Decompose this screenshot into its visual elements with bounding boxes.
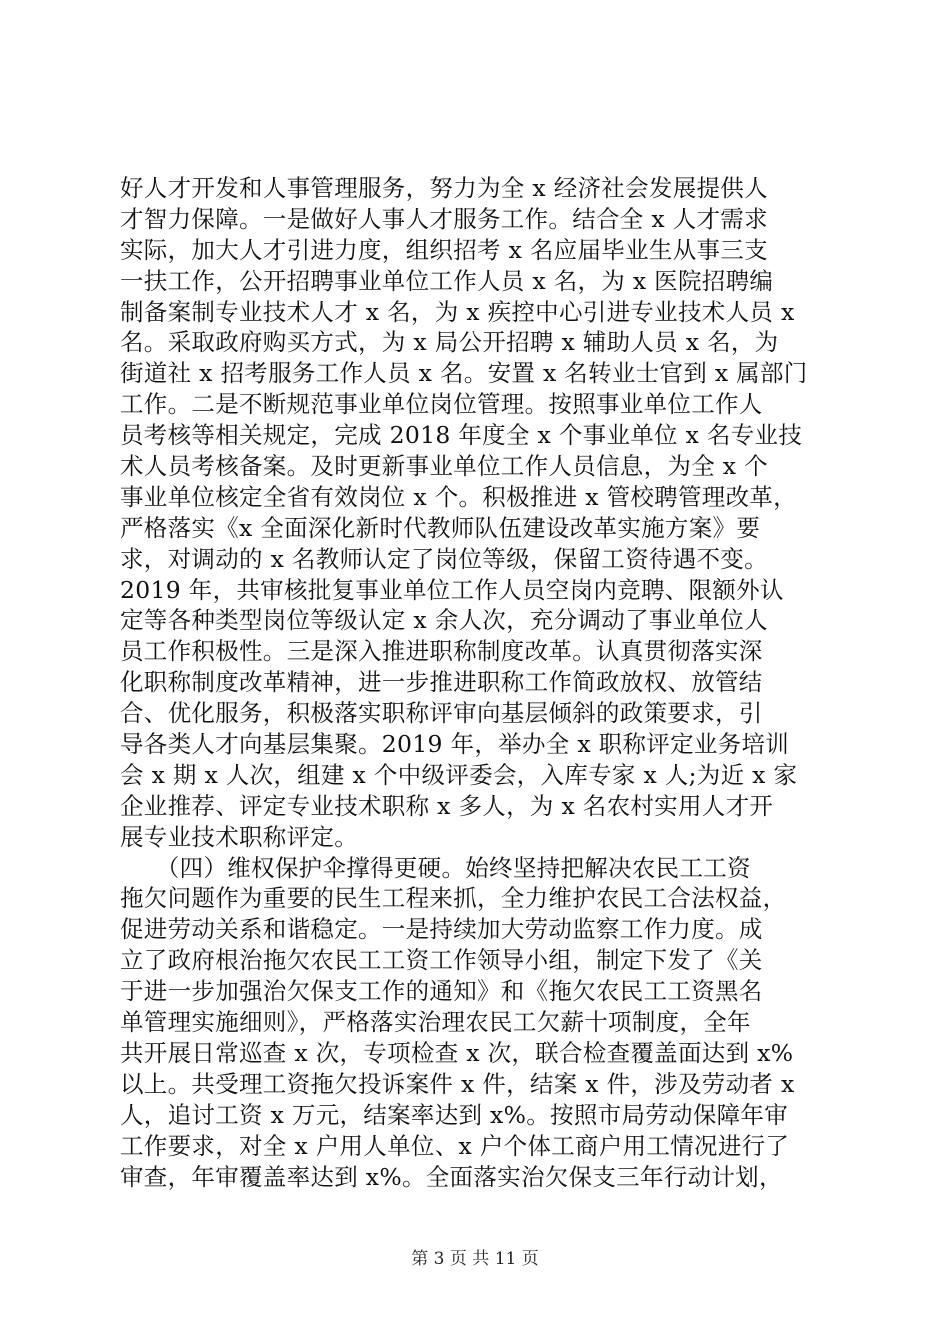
paragraph-start-line: （四）维权保护伞撑得更硬。始终坚持把解决农民工工资 — [120, 853, 751, 882]
text-line: 才智力保障。一是做好人事人才服务工作。结合全 x 人才需求 — [120, 204, 768, 233]
text-line: 制备案制专业技术人才 x 名，为 x 疾控中心引进专业技术人员 x — [120, 297, 795, 326]
text-line: 2019 年，共审核批复事业单位工作人员空岗内竞聘、限额外认 — [120, 575, 784, 604]
text-line: 化职称制度改革精神，进一步推进职称工作简政放权、放管结 — [120, 668, 763, 697]
text-line: 严格落实《x 全面深化新时代教师队伍建设改革实施方案》要 — [120, 513, 761, 542]
text-line: 立了政府根治拖欠农民工工资工作领导小组，制定下发了《关 — [120, 946, 763, 975]
text-line: 拖欠问题作为重要的民生工程来抓，全力维护农民工合法权益， — [120, 884, 787, 913]
text-line: 工作。二是不断规范事业单位岗位管理。按照事业单位工作人 — [120, 390, 763, 419]
text-line: 人，追讨工资 x 万元，结案率达到 x%。按照市局劳动保障年审 — [120, 1100, 789, 1129]
text-line: 审查，年审覆盖率达到 x%。全面落实治欠保支三年行动计划， — [120, 1162, 783, 1191]
text-line: 员考核等相关规定，完成 2018 年度全 x 个事业单位 x 名专业技 — [120, 421, 803, 450]
text-line: 导各类人才向基层集聚。2019 年，举办全 x 职称评定业务培训 — [120, 730, 790, 759]
text-line: 展专业技术职称评定。 — [120, 822, 358, 851]
text-line: 定等各种类型岗位等级认定 x 余人次，充分调动了事业单位人 — [120, 606, 768, 635]
text-line: 工作要求，对全 x 户用人单位、x 户个体工商户用工情况进行了 — [120, 1131, 790, 1160]
text-line: 于进一步加强治欠保支工作的通知》和《拖欠农民工工资黑名 — [120, 977, 763, 1006]
text-line: 术人员考核备案。及时更新事业单位工作人员信息，为全 x 个 — [120, 452, 768, 481]
text-line: 员工作积极性。三是深入推进职称制度改革。认真贯彻落实深 — [120, 637, 763, 666]
text-line: 一扶工作，公开招聘事业单位工作人员 x 名，为 x 医院招聘编 — [120, 266, 774, 295]
text-line: 单管理实施细则》，严格落实治理农民工欠薪十项制度，全年 — [120, 1008, 751, 1037]
text-line: 合、优化服务，积极落实职称评审向基层倾斜的政策要求，引 — [120, 699, 763, 728]
text-line: 实际，加大人才引进力度，组织招考 x 名应届毕业生从事三支 — [120, 235, 768, 264]
text-line: 事业单位核定全省有效岗位 x 个。积极推进 x 管校聘管理改革， — [120, 482, 797, 511]
text-line: 名。采取政府购买方式，为 x 局公开招聘 x 辅助人员 x 名，为 — [120, 328, 779, 357]
text-line: 企业推荐、评定专业技术职称 x 多人，为 x 名农村实用人才开 — [120, 791, 774, 820]
body-text — [120, 173, 832, 1192]
text-line: 共开展日常巡查 x 次，专项检查 x 次，联合检查覆盖面达到 x% — [120, 1038, 794, 1067]
text-line: 街道社 x 招考服务工作人员 x 名。安置 x 名转业士官到 x 属部门 — [120, 359, 808, 388]
text-line: 会 x 期 x 人次，组建 x 个中级评委会，入库专家 x 人;为近 x 家 — [120, 760, 798, 789]
text-line: 求，对调动的 x 名教师认定了岗位等级，保留工资待遇不变。 — [120, 544, 768, 573]
text-line: 以上。共受理工资拖欠投诉案件 x 件，结案 x 件，涉及劳动者 x — [120, 1069, 795, 1098]
text-line: 促进劳动关系和谐稳定。一是持续加大劳动监察工作力度。成 — [120, 915, 763, 944]
text-line: 好人才开发和人事管理服务，努力为全 x 经济社会发展提供人 — [120, 174, 768, 202]
page-number-footer: 第 3 页 共 11 页 — [411, 1249, 539, 1269]
